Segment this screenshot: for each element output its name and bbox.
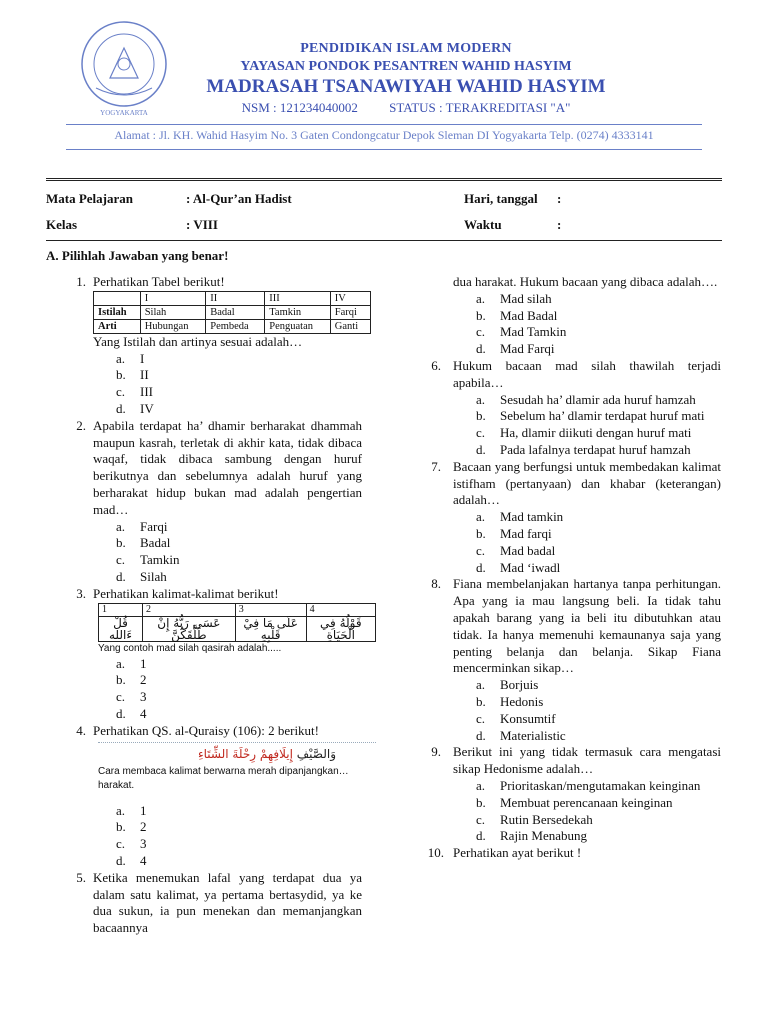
- figure-caption: Yang contoh mad silah qasirah adalah.....: [98, 642, 282, 654]
- answer-option[interactable]: a. Prioritaskan/mengutamakan keinginan: [476, 777, 701, 793]
- foundation-line-2: YAYASAN PONDOK PESANTREN WAHID HASYIM: [240, 59, 572, 74]
- table-cell: Badal: [206, 305, 265, 319]
- school-address: Alamat : Jl. KH. Wahid Hasyim No. 3 Gaten Condongcatur Depok Sleman DI Yogyakarta Telp. (0274) 4333141: [114, 128, 654, 142]
- question-5: [60, 870, 362, 937]
- answer-option[interactable]: d. IV: [116, 400, 154, 416]
- question-8: [424, 576, 721, 677]
- answer-option[interactable]: b. Badal: [116, 535, 171, 551]
- table-cell: Arti: [94, 319, 141, 333]
- table-cell: 1: [99, 603, 143, 616]
- table-cell: [94, 291, 141, 305]
- arabic-table-row: [99, 616, 376, 641]
- answer-option[interactable]: c. III: [116, 384, 153, 400]
- highlighted-word: إِيلَافِهِمْ رِحْلَةَ الشِّتَاءِ: [197, 746, 293, 761]
- class-label: Kelas: [46, 217, 78, 232]
- answer-option[interactable]: b. Membuat perencanaan keinginan: [476, 794, 673, 810]
- question-text: Perhatikan ayat berikut !: [453, 845, 582, 861]
- question-number: 7.: [431, 458, 441, 474]
- answer-option[interactable]: c. Mad badal: [476, 542, 556, 558]
- term-table-head: [94, 291, 371, 305]
- answer-option[interactable]: a. Sesudah ha’ dlamir ada huruf hamzah: [476, 391, 696, 407]
- question-9: [424, 744, 721, 778]
- subject-value: : Al-Qur’an Hadist: [186, 191, 292, 206]
- question-number: 1.: [76, 274, 86, 289]
- answer-option[interactable]: d. Silah: [116, 568, 167, 584]
- question-3: [60, 586, 362, 603]
- info-divider-top: [46, 178, 722, 182]
- question-number: 4.: [76, 722, 86, 738]
- question-text: Berikut ini yang tidak termasuk cara mengatasi sikap Hedonisme adalah…: [453, 744, 721, 777]
- accreditation-status: STATUS : TERAKREDITASI "A": [389, 100, 571, 115]
- arabic-phrase: قَوْلُهُ فِي الْحَيَاةِ: [306, 616, 375, 641]
- answer-option[interactable]: a. Mad silah: [476, 290, 552, 306]
- answer-option[interactable]: a. 1: [116, 655, 147, 671]
- logo-caption: YOGYAKARTA: [100, 109, 148, 117]
- table-cell: IV: [330, 291, 370, 305]
- subject-label: Mata Pelajaran: [46, 191, 134, 206]
- options-q7: [424, 509, 721, 576]
- quran-verse: وَالصَّيْفِ إِيلَافِهِمْ رِحْلَةَ الشِّتَاءِ: [197, 746, 336, 761]
- answer-option[interactable]: b. 2: [116, 672, 147, 688]
- answer-option[interactable]: a. I: [116, 350, 145, 366]
- arabic-phrase: عَلَى مَا فِيْ قَلْبِهِ: [235, 616, 306, 641]
- question-text: Ketika menemukan lafal yang terdapat dua ya dalam satu kalimat, ya pertama bertasydid, ya ke dua sukun, ia pun menekan dan memanjangkan bacaannya: [93, 869, 362, 936]
- answer-option[interactable]: a. Farqi: [116, 518, 168, 534]
- question-text: Perhatikan QS. al-Quraisy (106): 2 berikut!: [93, 722, 320, 738]
- school-registration: [180, 99, 632, 116]
- answer-option[interactable]: d. 4: [116, 852, 147, 868]
- answer-option[interactable]: b. 2: [116, 819, 147, 835]
- answer-option[interactable]: d. Mad Farqi: [476, 341, 555, 357]
- quran-verse-figure: [98, 742, 376, 793]
- info-divider-bottom: [46, 240, 722, 241]
- table-cell: Penguatan: [265, 319, 331, 333]
- question-2: [60, 418, 362, 519]
- arabic-phrase: قُلْ ءَالله: [99, 616, 143, 641]
- left-column: [60, 274, 362, 937]
- header-divider-bottom: [66, 149, 702, 150]
- table-cell: 3: [235, 603, 306, 616]
- answer-option[interactable]: b. Mad Badal: [476, 307, 558, 323]
- options-q4: [60, 803, 362, 870]
- table-cell: II: [206, 291, 265, 305]
- question-number: 10.: [427, 845, 444, 861]
- question-text: Apabila terdapat ha’ dhamir berharakat dhammah maupun kasrah, terletak di akhir kata, tidak dibaca waqaf, tidak dibaca sambung dengan huruf berikutnya dan sebelumnya adalah huruf yang berharakat hidup bukan mad adalah pengertian mad…: [93, 417, 362, 517]
- answer-option[interactable]: d. Pada lafalnya terdapat huruf hamzah: [476, 441, 691, 457]
- question-number: 2.: [76, 417, 86, 433]
- arabic-phrase: عَسَى رَبُّهُ إِنْ طَلَّقَكُنَّ: [143, 616, 236, 641]
- answer-option[interactable]: d. 4: [116, 705, 147, 721]
- table-cell: 2: [143, 603, 236, 616]
- answer-option[interactable]: a. Mad tamkin: [476, 509, 564, 525]
- arabic-examples-figure: [98, 603, 376, 656]
- answer-option[interactable]: b. Mad farqi: [476, 525, 552, 541]
- answer-option[interactable]: d. Rajin Menabung: [476, 828, 588, 844]
- class-value: : VIII: [186, 217, 218, 232]
- header-divider-top: [66, 124, 702, 125]
- question-number: 3.: [76, 585, 86, 601]
- answer-option[interactable]: c. Konsumtif: [476, 710, 556, 726]
- table-cell: Tamkin: [265, 305, 331, 319]
- arabic-examples-table: [98, 603, 376, 642]
- term-table-row: [94, 305, 371, 319]
- options-q1: [60, 351, 362, 418]
- question-10: [424, 845, 721, 862]
- answer-option[interactable]: c. Rutin Bersedekah: [476, 811, 593, 827]
- question-text: Perhatikan kalimat-kalimat berikut!: [93, 585, 279, 601]
- figure-caption: Cara membaca kalimat berwarna merah dipanjangkan… harakat.: [98, 765, 349, 791]
- answer-option[interactable]: c. 3: [116, 836, 147, 852]
- table-cell: 4: [306, 603, 375, 616]
- question-number: 6.: [431, 357, 441, 373]
- term-table-row: [94, 319, 371, 333]
- table-cell: Istilah: [94, 305, 141, 319]
- question-7: [424, 459, 721, 509]
- arabic-table-head: [99, 603, 376, 616]
- answer-option[interactable]: b. Hedonis: [476, 693, 544, 709]
- answer-option[interactable]: b. Sebelum ha’ dlamir terdapat huruf mati: [476, 408, 705, 424]
- question-4: [60, 723, 362, 740]
- table-cell: Pembeda: [206, 319, 265, 333]
- school-identity: [180, 40, 632, 116]
- school-name: MADRASAH TSANAWIYAH WAHID HASYIM: [206, 76, 606, 97]
- answer-option[interactable]: b. II: [116, 367, 149, 383]
- answer-option[interactable]: a. Borjuis: [476, 677, 539, 693]
- table-cell: Hubungan: [140, 319, 206, 333]
- options-q6: [424, 392, 721, 459]
- answer-option[interactable]: d. Materialistic: [476, 727, 566, 743]
- answer-option[interactable]: c. 3: [116, 689, 147, 705]
- answer-option[interactable]: d. Mad ‘iwadl: [476, 559, 561, 575]
- question-1: [60, 274, 362, 291]
- question-6: [424, 358, 721, 392]
- foundation-line-1: PENDIDIKAN ISLAM MODERN: [300, 41, 512, 56]
- answer-option[interactable]: c. Tamkin: [116, 552, 180, 568]
- table-cell: Farqi: [330, 305, 370, 319]
- day-value: :: [557, 191, 562, 206]
- answer-option[interactable]: a. 1: [116, 802, 147, 818]
- options-q3: [60, 656, 362, 723]
- term-table: [93, 291, 371, 334]
- question-5-continued: dua harakat. Hukum bacaan yang dibaca adalah….: [453, 274, 718, 289]
- question-prompt: Yang Istilah dan artinya sesuai adalah…: [93, 333, 303, 349]
- question-text: Fiana membelanjakan hartanya tanpa perhitungan. Apa yang ia mau langsung beli. Ia tidak tahu apakah barang yang ia beli itu dibutuhkan atau tidak. Ia hanya memenuhi kemaunanya saja yang penting belanja dan belanja. Sikap Fiana mencerminkan sikap…: [453, 576, 721, 676]
- time-label: Waktu: [464, 217, 502, 232]
- answer-option[interactable]: c. Mad Tamkin: [476, 324, 567, 340]
- day-label: Hari, tanggal: [464, 191, 538, 206]
- right-column: [424, 274, 721, 862]
- question-text: Bacaan yang berfungsi untuk membedakan kalimat istifham (pertanyaan) dan khabar (keterangan) adalah…: [453, 458, 721, 508]
- section-title: A. Pilihlah Jawaban yang benar!: [46, 248, 229, 263]
- options-q2: [60, 519, 362, 586]
- options-q5: [424, 291, 721, 358]
- question-number: 5.: [76, 869, 86, 885]
- nsm-number: NSM : 121234040002: [241, 100, 358, 115]
- table-cell: Silah: [140, 305, 206, 319]
- time-value: :: [557, 217, 562, 232]
- letterhead: [0, 0, 768, 175]
- options-q9: [424, 778, 721, 845]
- table-cell: Ganti: [330, 319, 370, 333]
- table-cell: I: [140, 291, 206, 305]
- question-number: 8.: [431, 576, 441, 592]
- question-number: 9.: [431, 744, 441, 760]
- options-q8: [424, 677, 721, 744]
- table-cell: III: [265, 291, 331, 305]
- question-text: Perhatikan Tabel berikut!: [93, 274, 225, 289]
- question-text: Hukum bacaan mad silah thawilah terjadi apabila…: [453, 357, 721, 390]
- school-logo: [66, 18, 182, 118]
- answer-option[interactable]: c. Ha, dlamir diikuti dengan huruf mati: [476, 425, 692, 441]
